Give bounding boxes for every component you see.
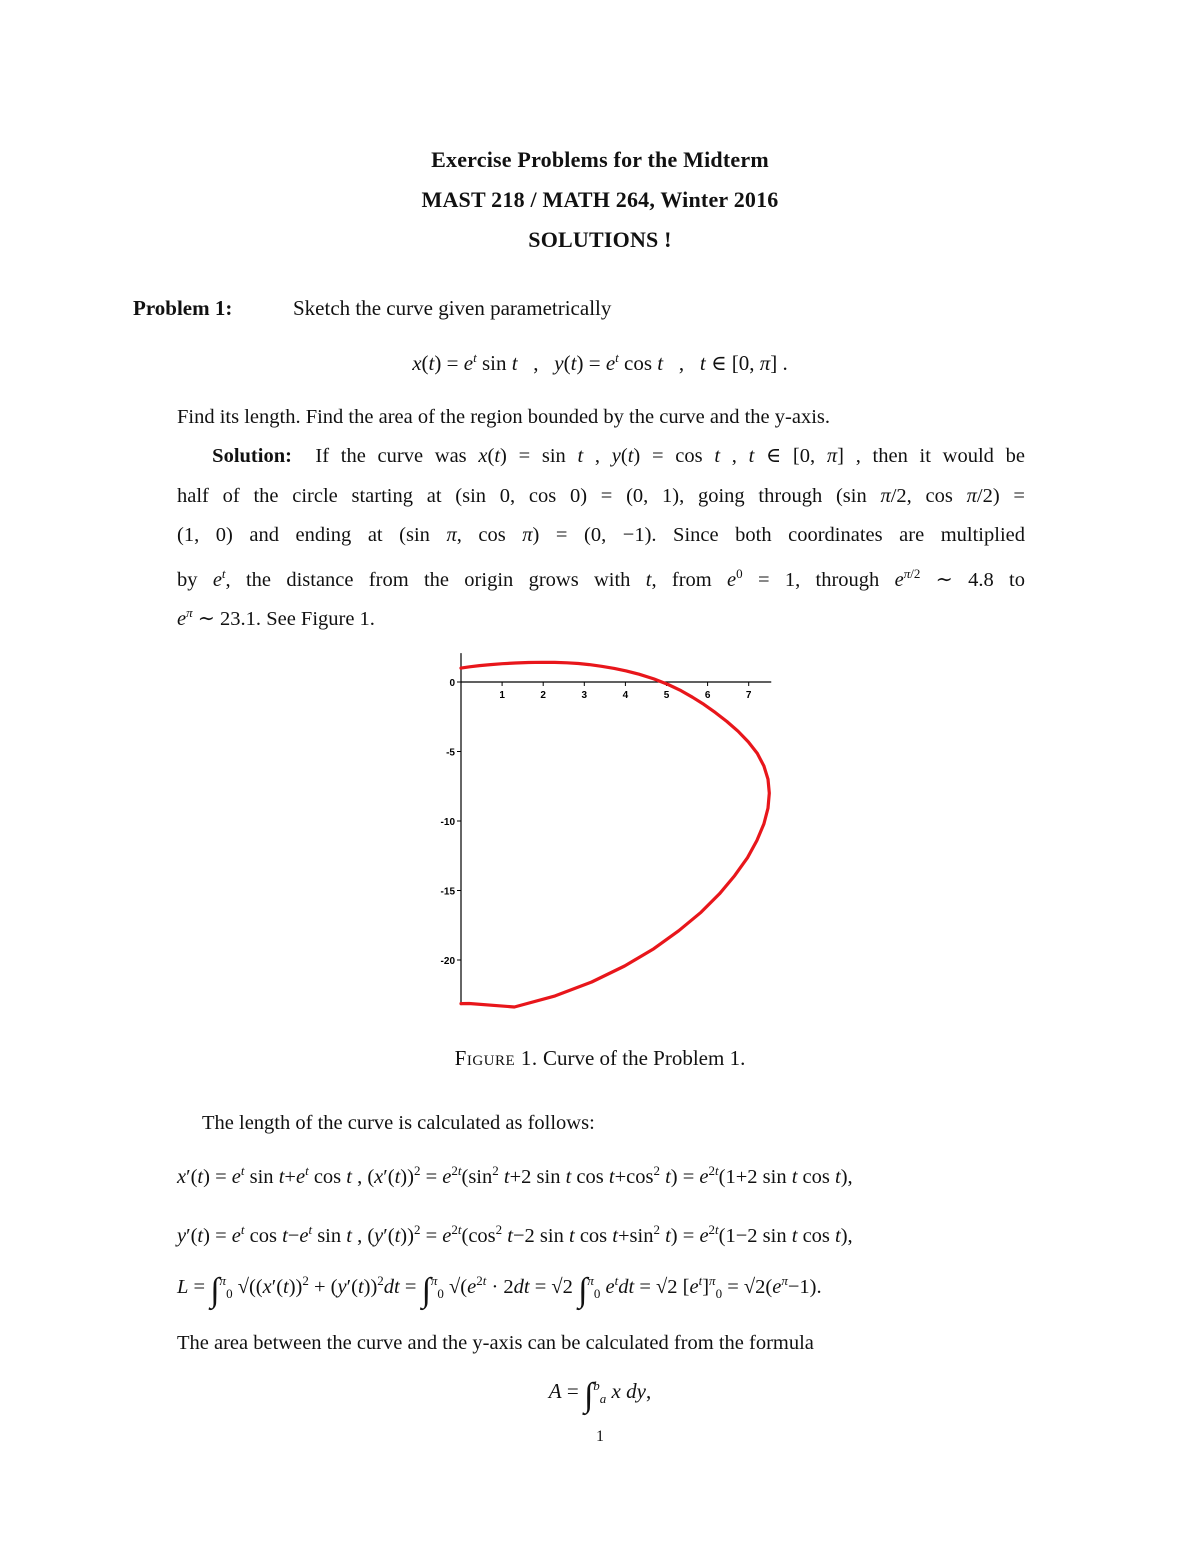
page-number: 1 [596,1428,604,1445]
area-formula: A = ∫$^b_a$ x dy, [548,1377,652,1414]
length-intro: The length of the curve is calculated as follows: [202,1112,595,1134]
x-tick-label: 3 [581,690,588,701]
problem-heading: Problem 1: [133,296,233,320]
solution-label: Solution: [212,445,292,467]
x-tick-label: 4 [622,690,629,701]
course-heading: MAST 218 / MATH 264, Winter 2016 [421,187,779,212]
solution-line-5: $e^\pi$ ∼ 23.1. See Figure 1. [177,605,375,630]
y-tick-label: -10 [440,817,455,828]
figure-caption-text: Curve of the Problem 1. [542,1046,746,1070]
y-tick-label: 0 [449,678,455,689]
length-formula-line: L = ∫$^\pi_0$ $√((x'(t))^2 + (y'(t))^2dt = \int^\pi_0$ $√(e^{2t} \cdot 2dt = √2$ ∫$^\pi_0$ $e^tdt = √2$ $[e^t]^\pi_0 = √2(e^\pi-1)$. [177,1272,822,1309]
curve-plot [420,645,800,1025]
x-tick-label: 7 [745,690,752,701]
document-title: Exercise Problems for the Midterm [431,147,769,172]
solution-line-3: (1, 0) and ending at (sin π, cos π) = (0, −1). Since both coordinates are multiplied [177,524,1025,546]
solution-line-4: by $e^t$, the distance from the origin grows with t, from $e^0 = 1$, through $e^{\pi/2}$ ∼ 4.8 to [177,566,1026,591]
area-intro: The area between the curve and the y-axis can be calculated from the formula [177,1332,814,1354]
figure-caption-prefix: Figure 1. [454,1046,538,1070]
problem-statement: Sketch the curve given parametrically [293,296,612,320]
problem-question: Find its length. Find the area of the region bounded by the curve and the y-axis. [177,406,830,428]
y-tick-label: -20 [440,956,455,967]
y-tick-label: -5 [446,747,455,759]
y-tick-label: -15 [440,886,455,898]
figure-caption [0,1046,1200,1071]
x-derivative-line: $x'(t) = e^t$ $\sin t+e^t$ cos t , $(x'(t))^2 = e^{2t}(\sin^2$ t+2 sin t $\cos t+\cos^2$ $t) = e^{2t}(1+2$ sin t cos t), [177,1163,853,1188]
solution-line-2: half of the circle starting at (sin 0, cos 0) = (0, 1), going through (sin π/2, cos π/2) = [177,485,1025,507]
solution-line-1: Solution: If the curve was x(t) = sin t , y(t) = cos t , t ∈ [0, π] , then it would be [212,445,1025,467]
x-tick-label: 6 [704,690,711,701]
y-derivative-line: $y'(t) = e^t$ $\cos t-e^t$ sin t , $(y'(t))^2 = e^{2t}(\cos^2$ t−2 sin t $\cos t+\sin^2$ $t) = e^{2t}(1-2$ sin t cos t), [177,1222,853,1247]
solutions-heading: SOLUTIONS ! [528,227,672,252]
x-tick-label: 5 [663,690,670,701]
x-tick-label: 1 [499,690,505,701]
x-tick-label: 2 [540,690,546,701]
parametric-equation: $x(t) = e^t$ sin t , $y(t) = e^t$ cos t , t ∈ [0, π] . [412,350,788,375]
parametric-curve [461,662,769,1007]
figure-reference: See Figure 1. [266,607,375,630]
